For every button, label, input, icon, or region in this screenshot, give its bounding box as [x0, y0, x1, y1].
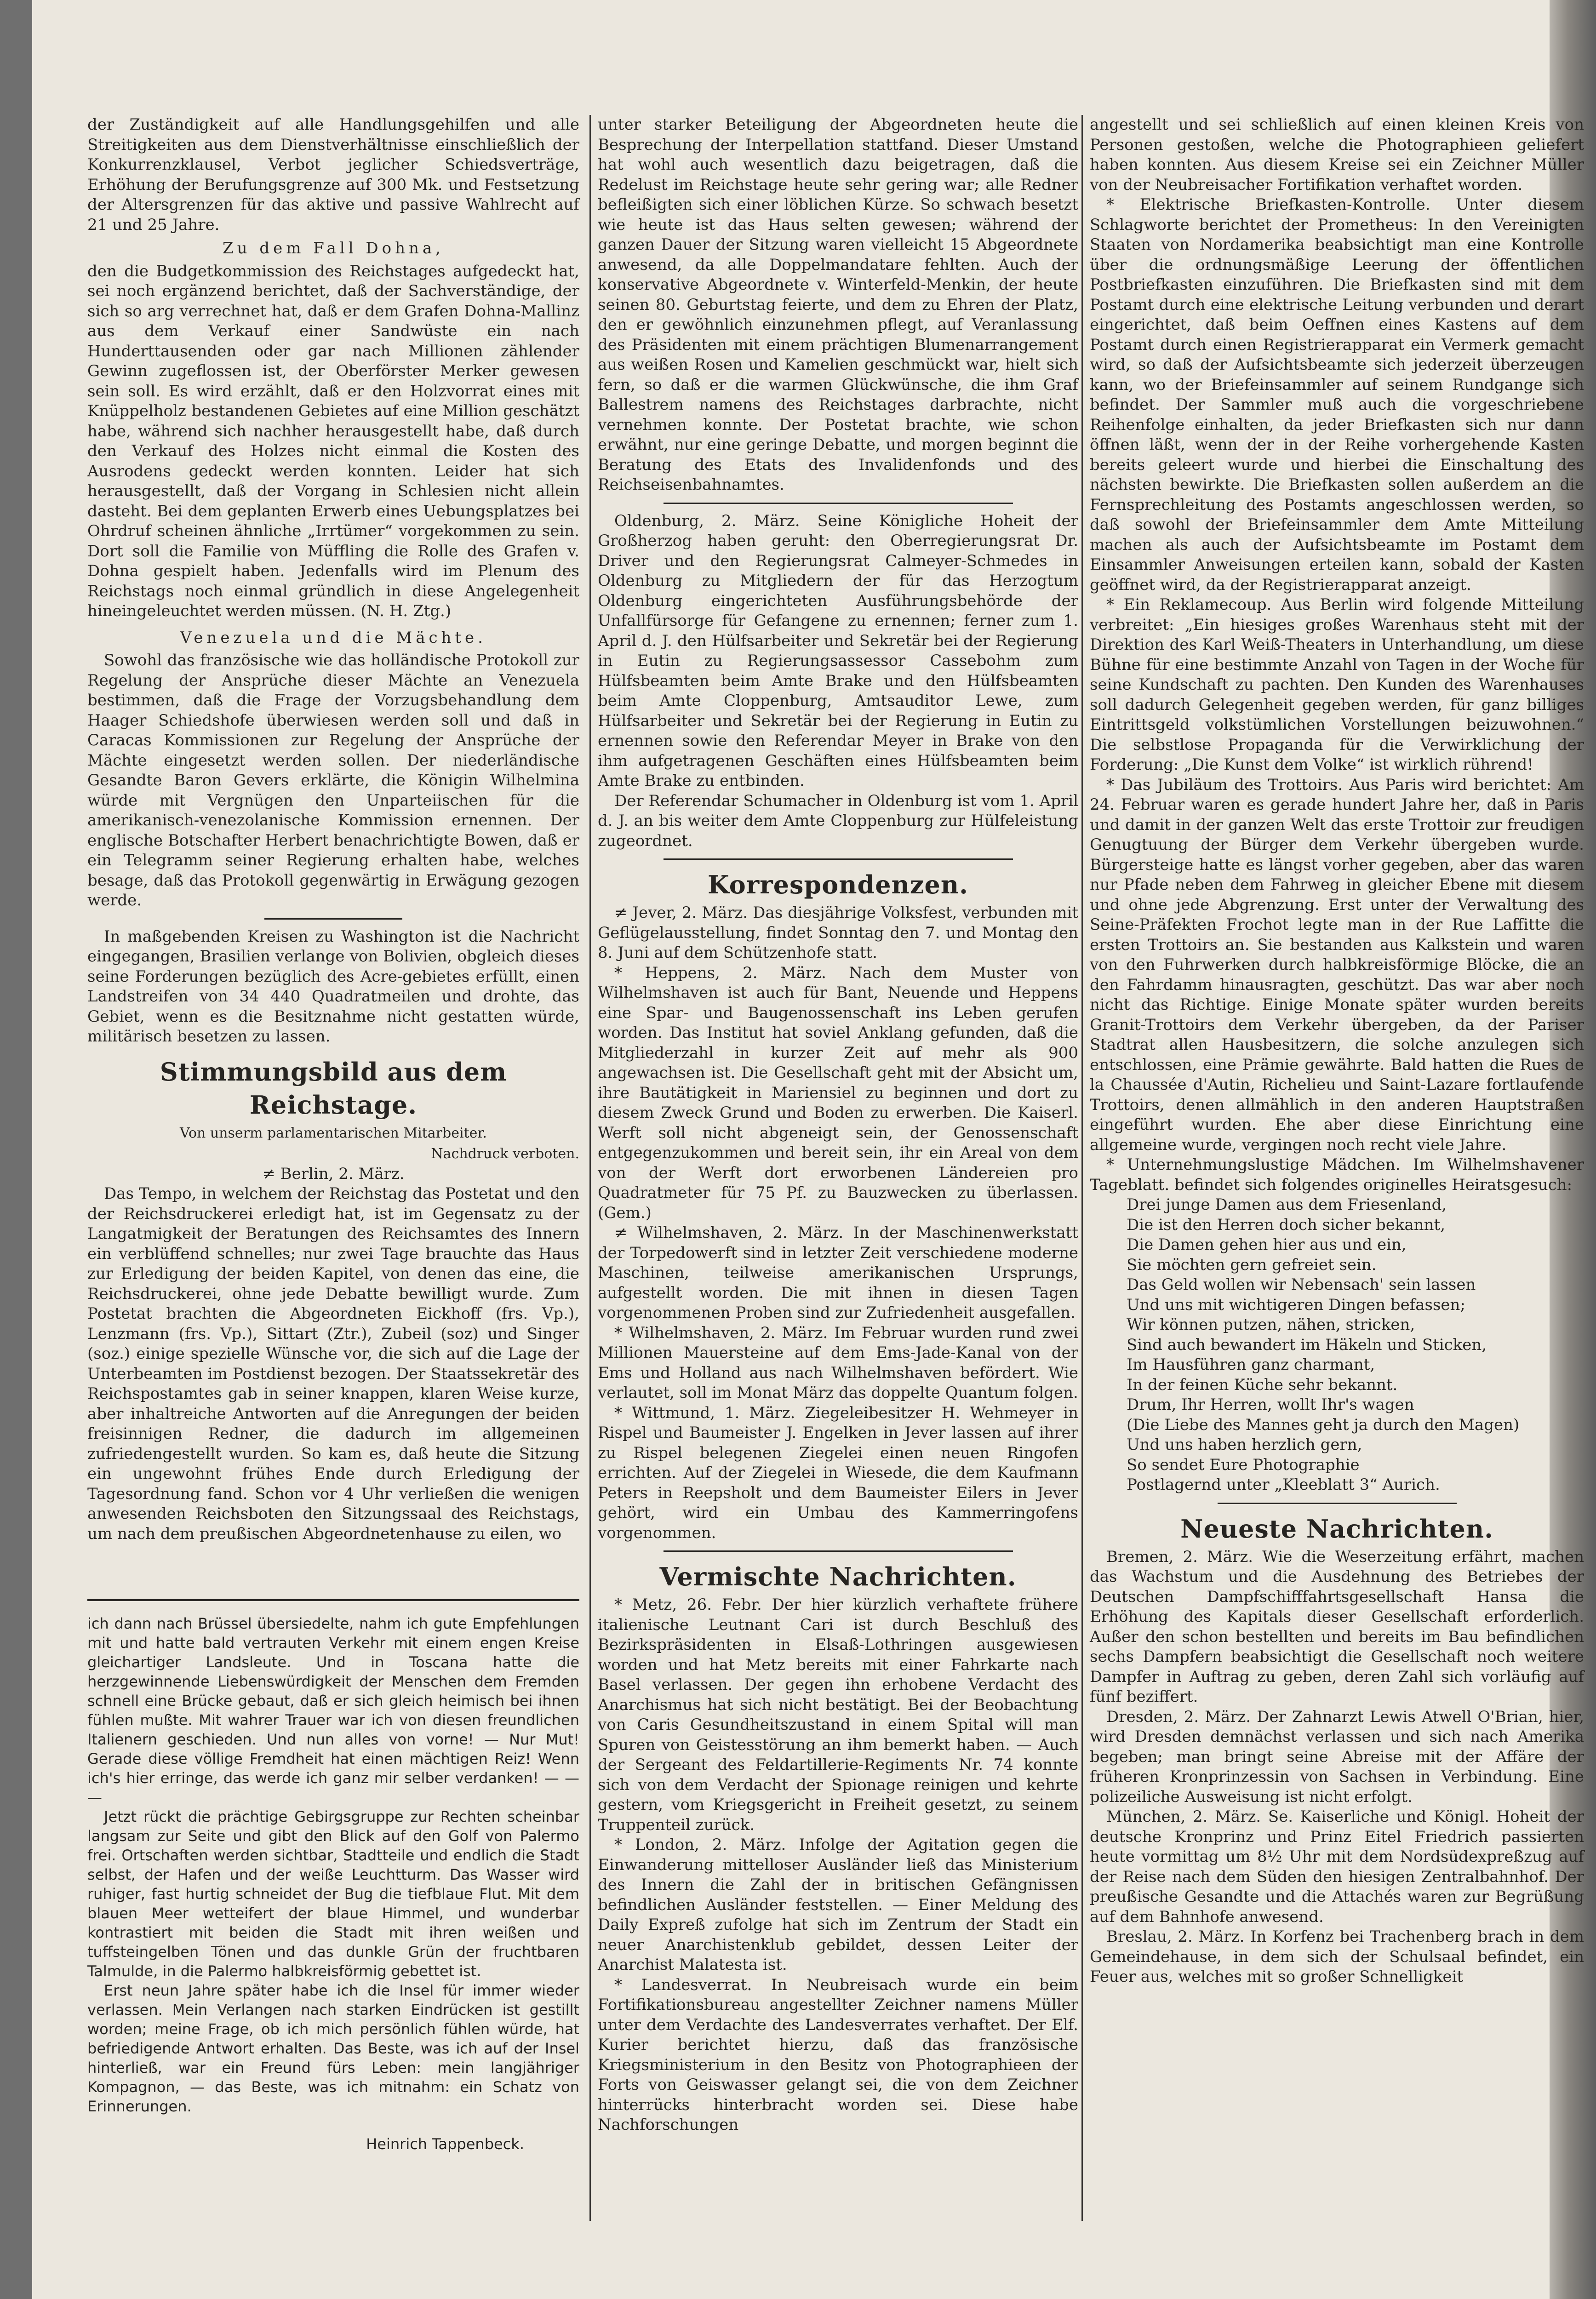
article-text: ≠ Jever, 2. März. Das diesjährige Volksfest, verbunden mit Geflügelausstellung, findet Sonntag den 7. und Montag den 8. Juni auf dem Schützenhofe statt. — [598, 904, 1078, 962]
article-text: * Landesverrat. In Neubreisach wurde ein beim Fortifikationsbureau angestellter Zeichner namens Müller unter dem Verdachte des Landesverrates verhaftet. Der Elf. Kurier berichtet hierzu, daß das französische Kriegsministerium in den Besitz von Photographieen der Forts von Geiswasser gelangt sei, die von dem Zeichner hinterrücks hinterbracht worden sei. Diese habe Nachforschungen — [598, 1975, 1078, 2134]
poem-line: Sind auch bewandert im Häkeln und Sticken, — [1127, 1335, 1487, 1354]
poem-line: Postlagernd unter „Kleeblatt 3“ Aurich. — [1127, 1475, 1440, 1494]
column-rule — [1081, 115, 1083, 2221]
article-text: * Heppens, 2. März. Nach dem Muster von Wilhelmshaven ist auch für Bant, Neuende und Heppens eine Spar- und Baugenossenschaft ins Leben gerufen worden. Das Institut hat soviel Anklang gefunden, daß die Mitgliederzahl in kurzer Zeit auf mehr als 900 angewachsen ist. Die Gesellschaft geht mit der Absicht um, ihre Bautätigkeit in Mariensiel zu beginnen und dort zu diesem Zweck Grund und Boden zu erwerben. Die Kaiserl. Werft soll nicht abgeneigt sein, der Genossenschaft entgegenzukommen und bereit sein, ihr ein Areal von dem von der Werft dort erworbenen Ländereien pro Quadratmeter für 75 Pf. zu Bauzwecken zu überlassen. (Gem.) — [598, 963, 1078, 1222]
poem-line: Die Damen gehen hier aus und ein, — [1127, 1235, 1407, 1254]
poem-line: Und uns haben herzlich gern, — [1127, 1435, 1362, 1454]
dateline: ≠ Berlin, 2. März. — [262, 1164, 405, 1183]
poem-line: Die ist den Herren doch sicher bekannt, — [1127, 1215, 1445, 1234]
author-signature: Heinrich Tappenbeck. — [366, 2135, 524, 2153]
poem-line: In der feinen Küche sehr bekannt. — [1127, 1375, 1398, 1394]
poem-line: Drum, Ihr Herren, wollt Ihr's wagen — [1127, 1395, 1414, 1414]
article-text: Oldenburg, 2. März. Seine Königliche Hoheit der Großherzog haben geruht: den Oberregierungsrat Dr. Driver und den Regierungsrat Calmeyer-Schmedes in Oldenburg zu Mitgliedern der für das Herzogtum Oldenburg eingerichteten Ausführungsbehörde der Unfallfürsorge für Gefangene zu ernennen; ferner zum 1. April d. J. den Hülfsarbeiter und Sekretär bei der Regierung in Eutin zu Regierungsassessor Cassebohm zum Hülfsbeamten beim Amte Brake und den Hülfsbeamten beim Amte Cloppenburg, Amtsauditor Lewe, zum Hülfsarbeiter und Sekretär bei der Regierung in Eutin zu ernennen sowie den Referendar Meyer in Brake von den ihm aufgetragenen Geschäften eines Hülfsbeamten beim Amte Brake zu entbinden. — [598, 511, 1078, 790]
article-text: * Metz, 26. Febr. Der hier kürzlich verhaftete frühere italienische Leutnant Cari ist durch Beschluß des Bezirkspräsidenten in Elsaß-Lothringen ausgewiesen worden und hat Metz bereits mit einer Fahrkarte nach Basel verlassen. Der gegen ihn erhobene Verdacht des Anarchismus hat sich nicht bestätigt. Bei der Beobachtung von Caris Gesundheitszustand in einem Spital will man Spuren von Geistesstörung an ihm bemerkt haben. — Auch der Sergeant des Feldartillerie-Regiments Nr. 74 konnte sich von dem Verdacht der Spionage reinigen und kehrte gestern, vom Kriegsgericht in Freiheit gesetzt, zu seinem Truppenteil zurück. — [598, 1596, 1078, 1834]
poem-line: Und uns mit wichtigeren Dingen befassen; — [1127, 1295, 1465, 1314]
copyright-note: Nachdruck verboten. — [431, 1146, 579, 1162]
separator — [664, 858, 1013, 860]
article-text: * Wittmund, 1. März. Ziegeleibesitzer H. Wehmeyer in Rispel und Baumeister J. Engelken in Jever lassen auf ihrer zu Rispel belegenen Ziegelei einen neuen Ringofen errichten. Auf der Ziegelei in Wiesede, die dem Kaufmann Peters in Reepsholt und dem Baumeister Eilers in Jever gehört, wird ein Umbau des Kammerringofens vorgenommen. — [598, 1403, 1078, 1542]
article-text: Das Tempo, in welchem der Reichstag das Postetat und den der Reichsdruckerei erledigt hat, ist im Gegensatz zu der Langatmigkeit der Beratungen des Reichsamtes des Innern ein verblüffend schnelles; nur zwei Tage brauchte das Haus zur Erledigung der beiden Kapitel, von denen das eine, die Reichsdruckerei, ohne jede Debatte bewilligt wurde. Zum Postetat brachten die Abgeordneten Eickhoff (frs. Vp.), Lenzmann (frs. Vp.), Sittart (Ztr.), Zubeil (soz) und Singer (soz.) einige spezielle Wünsche vor, die sich auf die Lage der Unterbeamten im Postdienst bezogen. Der Staatssekretär des Reichspostamtes gab in seiner knappen, klaren Weise kurze, aber inhaltreiche Antworten auf die Anregungen der beiden freisinnigen Redner, die dadurch im allgemeinen zufriedengestellt wurden. So kam es, daß heute die Sitzung ein ungewohnt frühes Ende durch Erledigung der Tagesordnung fand. Schon vor 4 Uhr verließen die wenigen anwesenden Reichsboten den Sitzungssaal des Reichstags, um nach dem preußischen Abgeordnetenhause zu eilen, wo — [87, 1184, 579, 1543]
section-heading-venezuela: Venezuela und die Mächte. — [180, 628, 486, 647]
column-2 — [598, 115, 1078, 2221]
separator — [1218, 1503, 1457, 1504]
section-heading-korrespondenzen: Korrespondenzen. — [708, 870, 968, 899]
section-heading-vermischte: Vermischte Nachrichten. — [659, 1562, 1017, 1591]
article-text: der Zuständigkeit auf alle Handlungsgehilfen und alle Streitigkeiten aus dem Dienstverhältnisse einschließlich der Konkurrenzklausel, Verbot jeglicher Schiedsverträge, Erhöhung der Berufungsgrenze auf 300 Mk. und Festsetzung der Altersgrenzen für das aktive und passive Wahlrecht auf 21 und 25 Jahre. — [87, 115, 579, 234]
column-rule — [589, 115, 591, 2221]
article-text: Bremen, 2. März. Wie die Weserzeitung erfährt, machen das Wachstum und die Ausdehnung des Betriebes der Deutschen Dampfschifffahrtsgesellschaft Hansa die Erhöhung des Kapitals dieser Gesellschaft erforderlich. Außer den schon bestellten und bereits im Bau befindlichen sechs Dampfern beabsichtigt die Gesellschaft noch weitere Dampfer in Auftrag zu geben, deren Zahl sich vorläufig auf fünf beziffert. — [1090, 1547, 1584, 1706]
poem-line: (Die Liebe des Mannes geht ja durch den Magen) — [1127, 1415, 1520, 1434]
poem-line: So sendet Eure Photographie — [1127, 1455, 1360, 1474]
article-text: Breslau, 2. März. In Korfenz bei Trachenberg brach in dem Gemeindehause, in dem sich der Schulsaal befindet, ein Feuer aus, welches mit so großer Schnelligkeit — [1090, 1927, 1584, 1986]
section-subheading: Von unserm parlamentarischen Mitarbeiter. — [180, 1125, 487, 1141]
article-text: * Elektrische Briefkasten-Kontrolle. Unter diesem Schlagworte berichtet der Prometheus: In den Vereinigten Staaten von Nordamerika beabsichtigt man eine Kontrolle über die ordnungsmäßige Leerung der öffentlichen Postbriefkasten einzuführen. Die Briefkasten sind mit dem Postamt durch eine elektrische Leitung verbunden und derart eingerichtet, daß beim Oeffnen eines Kastens auf dem Postamt durch einen Registrierapparat ein Vermerk gemacht wird, so daß der Aufsichtsbeamte sich jederzeit überzeugen kann, wo der Briefeinsammler auf seinem Rundgange sich befindet. Der Sammler muß auch die vorgeschriebene Reihenfolge einhalten, da jeder Briefkasten sich nur dann öffnen läßt, wenn der in der Reihe vorhergehende Kasten bereits geleert wurde und hierbei die Einschaltung des nächsten bewirkte. Die Briefkasten sollen außerdem an die Fernsprechleitung des Postamts angeschlossen werden, so daß sowohl der Briefeinsammler dem Amte Mitteilung machen als auch der Aufsichtsbeamte im Postamt dem Einsammler Anweisungen erteilen kann, sobald der Kasten geöffnet wird, da der Registrierapparat anzeigt. — [1090, 195, 1584, 594]
feuilleton-text: Erst neun Jahre später habe ich die Insel für immer wieder verlassen. Mein Verlangen nach starken Eindrücken ist gestillt worden; meine Frage, ob ich mich persönlich fühlen würde, hat befriedigende Antwort erhalten. Das Beste, was ich auf der Insel hinterließ, war ein Freund fürs Leben: mein langjähriger Kompagnon, — das Beste, was ich mitnahm: ein Schatz von Erinnerungen. — [87, 1982, 579, 2115]
column-1 — [87, 115, 579, 1596]
article-text: ≠ Wilhelmshaven, 2. März. In der Maschinenwerkstatt der Torpedowerft sind in letzter Zeit verschiedene moderne Maschinen, teilweise amerikanischen Ursprungs, aufgestellt worden. Die mit ihnen in diesen Tagen vorgenommenen Proben sind zur Zufriedenheit ausgefallen. — [598, 1224, 1078, 1322]
article-text: Der Referendar Schumacher in Oldenburg ist vom 1. April d. J. an bis weiter dem Amte Cloppenburg zur Hülfeleistung zugeordnet. — [598, 791, 1078, 850]
separator — [664, 503, 1013, 504]
poem-line: Wir können putzen, nähen, stricken, — [1127, 1315, 1415, 1334]
poem-line: Das Geld wollen wir Nebensach' sein lassen — [1127, 1275, 1476, 1294]
poem — [1090, 1195, 1584, 1495]
poem-line: Sie möchten gern gefreiet sein. — [1127, 1255, 1377, 1274]
article-text: * Ein Reklamecoup. Aus Berlin wird folgende Mitteilung verbreitet: „Ein hiesiges großes Warenhaus steht mit der Direktion des Karl Weiß-Theaters in Unterhandlung, um diese Bühne für eine bestimmte Anzahl von Tagen in der Woche für seine Kundschaft zu pachten. Den Kunden des Warenhauses soll dadurch Gelegenheit gegeben werden, für ganz billiges Eintrittsgeld volkstümlichen Vorstellungen beizuwohnen.“ Die selbstlose Propaganda für die Verwirklichung der Forderung: „Die Kunst dem Volke“ ist wirklich rührend! — [1090, 595, 1584, 774]
column-3 — [1090, 115, 1584, 2221]
feuilleton-rule — [87, 1599, 579, 1601]
article-text: unter starker Beteiligung der Abgeordneten heute die Besprechung der Interpellation stattfand. Dieser Umstand hat wohl auch wesentlich dazu beigetragen, daß die Redelust im Reichstage heute sehr gering war; alle Redner befleißigten sich einer löblichen Kürze. So schwach besetzt wie heute ist das Haus selten gewesen; während der ganzen Dauer der Sitzung waren vielleicht 15 Abgeordnete anwesend, da alle Doppelmandatare fehlten. Auch der konservative Abgeordnete v. Winterfeld-Menkin, der heute seinen 80. Geburtstag feierte, und dem zu Ehren der Platz, den er gewöhnlich einzunehmen pflegt, auf Veranlassung des Präsidenten mit einem prächtigen Blumenarrangement aus weißen Rosen und Kamelien geschmückt war, hielt sich fern, so daß er die warmen Glückwünsche, die ihm Graf Ballestrem namens des Reichstages darbrachte, nicht vernehmen konnte. Der Postetat brachte, wie schon erwähnt, nur eine geringe Debatte, und morgen beginnt die Beratung des Etats des Invalidenfonds und des Reichseisenbahnamtes. — [598, 115, 1078, 494]
article-text: München, 2. März. Se. Kaiserliche und Königl. Hoheit der deutsche Kronprinz und Prinz Eitel Friedrich passierten heute vormittag um 8½ Uhr mit dem Nordsüdexpreßzug auf der Reise nach dem Süden den hiesigen Zentralbahnhof. Der preußische Gesandte und die Attachés waren zur Begrüßung auf dem Bahnhofe anwesend. — [1090, 1807, 1584, 1926]
article-text: * Das Jubiläum des Trottoirs. Aus Paris wird berichtet: Am 24. Februar waren es gerade hundert Jahre her, daß in Paris und damit in der ganzen Welt das erste Trottoir zur freudigen Genugtuung der Bürger dem Verkehr übergeben wurde. Bürgersteige hatte es längst vorher gegeben, aber das waren nur Pfade neben dem Fahrweg in gleicher Ebene mit diesem und ohne jede Abgrenzung. Erst unter der Verwaltung des Seine-Präfekten Frochot legte man in der Rue Laffitte die ersten Trottoirs an. Sie bestanden aus Kalkstein und waren von den Fuhrwerken durch halbkreisförmige Blöcke, die an den Fahrdamm hinausragten, geschützt. Das war aber noch nicht das Richtige. Einige Monate später wurden bereits Granit-Trottoirs dem Verkehr übergeben, da der Pariser Stadtrat allen Hausbesitzern, die solche anzulegen sich entschlossen, eine Prämie gewährte. Bald hatten die Rues de la Chaussée d'Autin, Richelieu und Saint-Lazare fortlaufende Trottoirs, denen allmählich in den anderen Hauptstraßen eingeführt wurden. Ehe aber diese Einrichtung eine allgemeine wurde, vergingen noch recht viele Jahre. — [1090, 775, 1584, 1154]
feuilleton-text: ich dann nach Brüssel übersiedelte, nahm ich gute Empfehlungen mit und hatte bald vertrauten Verkehr mit einem engen Kreise gleichartiger Landsleute. Und in Toscana hatte die herzgewinnende Liebenswürdigkeit der Menschen dem Fremden schnell eine Brücke gebaut, daß er sich gleich heimisch bei ihnen fühlen mußte. Mit wahrer Trauer war ich von diesen freundlichen Italienern geschieden. Und nun alles von vorne! — Nur Mut! Gerade diese völlige Fremdheit hat einen mächtigen Reiz! Wenn ich's hier erringe, das werde ich ganz mir selber verdanken! — — — — [87, 1615, 579, 1806]
feuilleton-text: Jetzt rückt die prächtige Gebirgsgruppe zur Rechten scheinbar langsam zur Seite und gibt den Blick auf den Golf von Palermo frei. Ortschaften werden sichtbar, Stadtteile und endlich die Stadt selbst, der Hafen und der weiße Leuchtturm. Das Wasser wird ruhiger, fast hurtig schneidet der Bug die tiefblaue Flut. Mit dem blauen Meer wetteifert der blaue Himmel, und wunderbar kontrastiert mit beiden die Stadt mit ihren weißen und tuffsteingelben Tönen und das dunkle Grün der fruchtbaren Talmulde, in die Palermo halbkreisförmig gebettet ist. — [87, 1808, 579, 1980]
separator — [664, 1550, 1013, 1552]
article-text: Dresden, 2. März. Der Zahnarzt Lewis Atwell O'Brian, hier, wird Dresden demnächst verlassen und sich nach Amerika begeben; man bringt seine Abreise mit der Affäre der früheren Kronprinzessin von Sachsen in Verbindung. Eine polizeiliche Ausweisung ist nicht erfolgt. — [1090, 1707, 1584, 1806]
article-text: * Wilhelmshaven, 2. März. Im Februar wurden rund zwei Millionen Mauersteine auf dem Ems-Jade-Kanal von der Ems und Holland aus nach Wilhelmshaven befördert. Wie verlautet, soll im Monat März das doppelte Quantum folgen. — [598, 1323, 1078, 1402]
separator — [264, 918, 402, 920]
feuilleton — [87, 1614, 579, 2225]
article-text: * London, 2. März. Infolge der Agitation gegen die Einwanderung mittelloser Ausländer ließ das Ministerium des Innern die Zahl der in britischen Gefängnissen befindlichen Ausländer feststellen. — Einer Meldung des Daily Expreß zufolge hat sich im Zentrum der Stadt ein neuer Anarchistenklub gebildet, dessen Leiter der Anarchist Malatesta ist. — [598, 1836, 1078, 1974]
poem-line: Im Hausführen ganz charmant, — [1127, 1355, 1375, 1374]
section-heading-reichstag: Stimmungsbild aus dem Reichstage. — [160, 1057, 507, 1120]
article-text: * Unternehmungslustige Mädchen. Im Wilhelmshavener Tageblatt. befindet sich folgendes originelles Heiratsgesuch: — [1090, 1155, 1584, 1194]
article-text: angestellt und sei schließlich auf einen kleinen Kreis von Personen gestoßen, welche die Photographieen geliefert haben konnten. Aus diesem Kreise sei ein Zeichner Müller von der Neubreisacher Fortifikation verhaftet worden. — [1090, 115, 1584, 194]
poem-line: Drei junge Damen aus dem Friesenland, — [1127, 1195, 1447, 1214]
article-text: den die Budgetkommission des Reichstages aufgedeckt hat, sei noch ergänzend berichtet, daß der Sachverständige, der sich so arg verrechnet hat, daß er dem Grafen Dohna-Mallinz aus dem Verkauf einer Sandwüste ein nach Hunderttausenden oder gar nach Millionen zählender Gewinn zugeflossen ist, der Oberförster Merker gewesen sein soll. Es wird erzählt, daß er den Holzvorrat eines mit Knüppelholz bestandenen Gebietes auf eine Million geschätzt habe, während sich nachher herausgestellt habe, daß durch den Verkauf des Holzes nicht einmal die Kosten des Ausrodens gedeckt werden konnten. Leider hat sich herausgestellt, daß der Vorgang in Schlesien nicht allein dasteht. Bei dem geplanten Erwerb eines Uebungsplatzes bei Ohrdruf scheinen ähnliche „Irrtümer“ vorgekommen zu sein. Dort soll die Familie von Müffling die Rolle des Grafen v. Dohna gespielt haben. Jedenfalls wird im Plenum des Reichstags noch einmal gründlich in diese Angelegenheit hineingeleuchtet werden müssen. (N. H. Ztg.) — [87, 262, 579, 620]
article-text: Sowohl das französische wie das holländische Protokoll zur Regelung der Ansprüche dieser Mächte an Venezuela bestimmen, daß die Frage der Vorzugsbehandlung dem Haager Schiedshofe überwiesen werden soll und daß in Caracas Kommissionen zur Regelung der Ansprüche der Mächte eingesetzt werden sollen. Der niederländische Gesandte Baron Gevers erklärte, die Königin Wilhelmina würde mit Vergnügen den Unparteiischen für die amerikanisch-venezolanische Kommission ernennen. Der englische Botschafter Herbert benachrichtigte Bowen, daß er ein Telegramm seiner Regierung erhalten habe, welches besage, daß das Protokoll gegenwärtig in Erwägung gezogen werde. — [87, 651, 579, 909]
article-text: In maßgebenden Kreisen zu Washington ist die Nachricht eingegangen, Brasilien verlange von Bolivien, obgleich dieses seine Forderungen bezüglich des Acre-gebietes erfüllt, einen Landstreifen von 34 440 Quadratmeilen und drohte, das Gebiet, wenn es die Besitznahme nicht gestatten würde, militärisch besetzen zu lassen. — [87, 927, 579, 1046]
section-heading-dohna: Zu dem Fall Dohna, — [223, 239, 444, 257]
section-heading-neueste: Neueste Nachrichten. — [1180, 1514, 1493, 1544]
